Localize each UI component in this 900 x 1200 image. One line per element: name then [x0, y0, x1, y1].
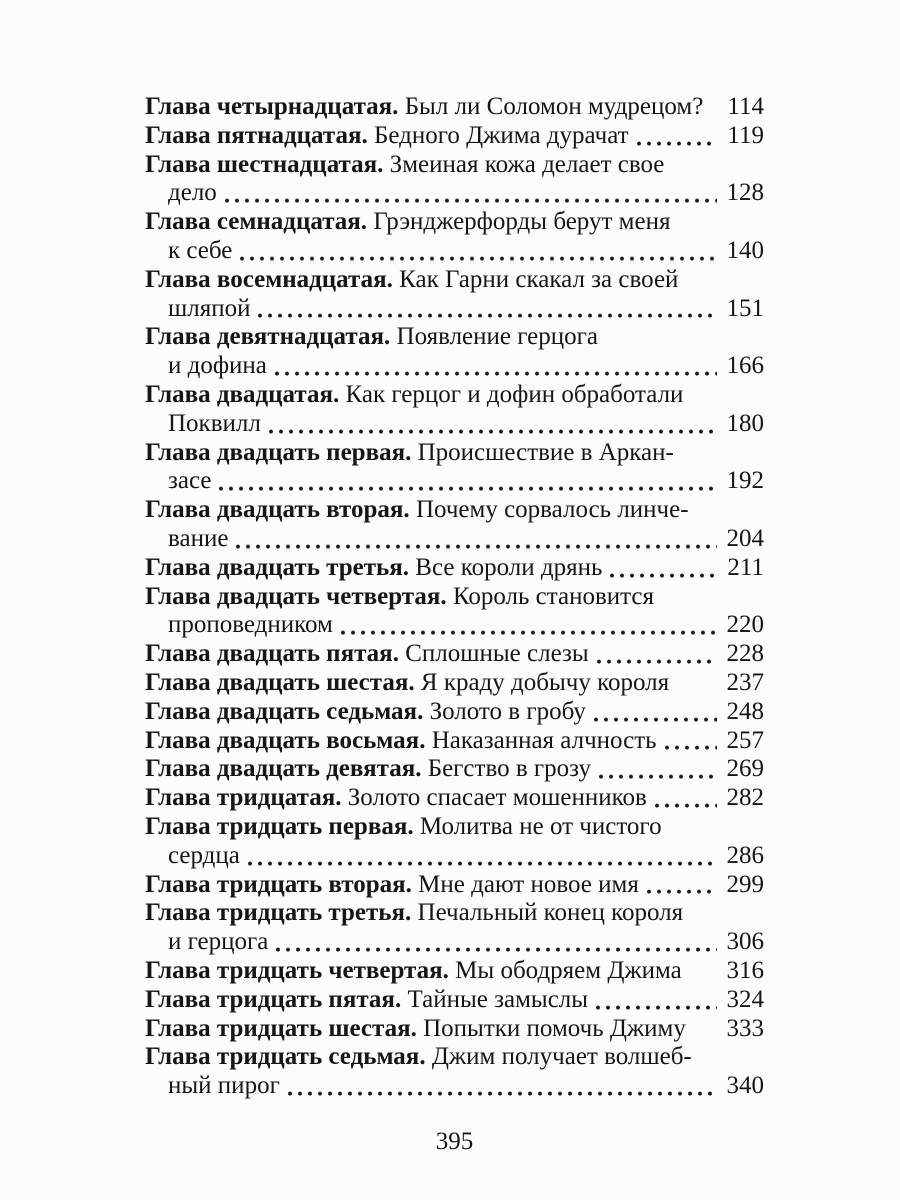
toc-entry — [145, 755, 764, 784]
toc-line — [145, 899, 764, 928]
toc-entry — [145, 698, 764, 727]
toc-entry — [145, 208, 764, 266]
chapter-title-text: Глава двадцать седьмая. Золото в гробу — [145, 697, 586, 725]
dot-leader — [596, 659, 717, 669]
chapter-page-number: 180 — [726, 409, 764, 437]
chapter-title-text: Глава двадцать шестая. Я краду добычу короля — [145, 668, 670, 696]
chapter-label: Глава двадцать пятая. — [145, 640, 399, 668]
chapter-page-number: 119 — [727, 121, 764, 149]
toc-line — [145, 266, 764, 295]
chapter-page-number: 166 — [726, 352, 764, 380]
toc-entry — [145, 93, 764, 122]
toc-line — [145, 208, 764, 237]
dot-leader — [235, 544, 716, 554]
chapter-page-number: 286 — [726, 841, 764, 869]
toc-entry — [145, 122, 764, 151]
chapter-label: Глава семнадцатая. — [145, 208, 368, 236]
chapter-label: Глава двадцать первая. — [145, 438, 412, 466]
chapter-title-text: Глава шестнадцатая. Змеиная кожа делает свое — [145, 150, 665, 178]
chapter-title-text: Глава четырнадцатая. Был ли Соломон мудрецом? — [145, 93, 704, 120]
chapter-label: Глава тридцать пятая. — [145, 985, 402, 1013]
chapter-label: Глава двадцать восьмая. — [145, 726, 426, 754]
chapter-title-text: ный пирог — [168, 1072, 280, 1100]
toc-entry — [145, 1043, 764, 1101]
folio-page-number: 395 — [435, 1128, 474, 1155]
toc-entry — [145, 323, 764, 381]
toc-entry — [145, 151, 764, 209]
chapter-label: Глава тридцать первая. — [145, 812, 414, 840]
toc-entry — [145, 727, 764, 756]
toc-entry — [145, 1015, 764, 1044]
toc-line — [145, 813, 764, 842]
toc-entry — [145, 669, 764, 698]
chapter-title-text: Глава двадцать третья. Все короли дрянь — [145, 553, 603, 581]
toc-line — [145, 1015, 764, 1044]
chapter-page-number: 192 — [726, 467, 764, 495]
chapter-label: Глава восемнадцатая. — [145, 265, 393, 293]
chapter-title-text: дело — [168, 179, 217, 207]
chapter-page-number: 269 — [726, 755, 764, 783]
chapter-title-text: Глава тридцать вторая. Мне дают новое имя — [145, 870, 639, 898]
toc-entry — [145, 986, 764, 1015]
chapter-title-text: и герцога — [168, 928, 269, 956]
toc-line — [145, 1043, 764, 1072]
chapter-label: Глава двадцатая. — [145, 380, 340, 408]
chapter-label: Глава тридцать шестая. — [145, 1014, 417, 1042]
chapter-title-text: сердца — [168, 841, 240, 869]
chapter-title-text: Глава тридцатая. Золото спасает мошенников — [145, 784, 647, 812]
dot-leader — [257, 313, 716, 323]
chapter-label: Глава девятнадцатая. — [145, 323, 391, 351]
chapter-label: Глава тридцать третья. — [145, 899, 412, 927]
toc-line — [145, 669, 764, 698]
toc-line — [145, 151, 764, 180]
dot-leader — [636, 141, 718, 151]
toc-entry — [145, 784, 764, 813]
chapter-title-text: Глава двадцать первая. Происшествие в Аркан- — [145, 438, 674, 466]
toc-line — [145, 928, 764, 957]
chapter-page-number: 114 — [727, 93, 764, 120]
chapter-title-text: Поквилл — [168, 409, 261, 437]
toc-line — [145, 122, 764, 151]
toc-line — [145, 179, 764, 208]
chapter-page-number: 299 — [726, 870, 764, 898]
toc-line — [145, 410, 764, 439]
toc-line — [145, 295, 764, 324]
chapter-page-number: 316 — [726, 956, 764, 984]
leader-gap — [693, 1033, 717, 1043]
chapter-label: Глава двадцать шестая. — [145, 668, 415, 696]
chapter-title-text: Глава двадцать девятая. Бегство в грозу — [145, 755, 591, 783]
chapter-label: Глава двадцать четвертая. — [145, 582, 447, 610]
toc-entry — [145, 583, 764, 641]
toc-line — [145, 1072, 764, 1101]
toc-line — [145, 496, 764, 525]
toc-line — [145, 323, 764, 352]
toc-line — [145, 727, 764, 756]
chapter-title-text: Глава тридцать пятая. Тайные замыслы — [145, 985, 589, 1013]
chapter-page-number: 140 — [726, 236, 764, 264]
chapter-title-text: Глава двадцать вторая. Почему сорвалось линче- — [145, 496, 689, 524]
chapter-page-number: 282 — [726, 784, 764, 812]
toc-line — [145, 842, 764, 871]
leader-gap — [689, 976, 717, 986]
toc-line — [145, 611, 764, 640]
dot-leader — [598, 774, 717, 784]
chapter-label: Глава шестнадцатая. — [145, 150, 384, 178]
chapter-title-text: Глава тридцать первая. Молитва не от чистого — [145, 812, 662, 840]
toc-entry — [145, 439, 764, 497]
toc-line — [145, 583, 764, 612]
toc-line — [145, 784, 764, 813]
chapter-title-text: Глава двадцать четвертая. Король становится — [145, 582, 654, 610]
dot-leader — [340, 630, 717, 640]
chapter-label: Глава двадцать девятая. — [145, 755, 422, 783]
toc-line — [145, 93, 764, 122]
toc-line — [145, 352, 764, 381]
dot-leader — [654, 803, 717, 813]
chapter-page-number: 151 — [726, 294, 764, 322]
chapter-label: Глава двадцать третья. — [145, 553, 410, 581]
chapter-page-number: 237 — [726, 668, 764, 696]
chapter-label: Глава тридцать четвертая. — [145, 956, 449, 984]
chapter-page-number: 306 — [726, 928, 764, 956]
toc-line — [145, 986, 764, 1015]
toc-line — [145, 698, 764, 727]
chapter-label: Глава двадцать вторая. — [145, 496, 410, 524]
chapter-label: Глава двадцать седьмая. — [145, 697, 424, 725]
dot-leader — [275, 947, 716, 957]
chapter-title-text: Глава двадцатая. Как герцог и дофин обработали — [145, 380, 684, 408]
chapter-title-text: проповедником — [168, 611, 333, 639]
chapter-title-text: Глава пятнадцатая. Бедного Джима дурачат — [145, 121, 629, 149]
toc-entry — [145, 381, 764, 439]
toc-entry — [145, 899, 764, 957]
toc-line — [145, 525, 764, 554]
chapter-title-text: Глава тридцать четвертая. Мы ободряем Джима — [145, 956, 682, 984]
chapter-page-number: 248 — [726, 697, 764, 725]
toc-line — [145, 237, 764, 266]
chapter-page-number: 204 — [726, 524, 764, 552]
toc-entry — [145, 266, 764, 324]
toc-entry — [145, 554, 764, 583]
toc-entry — [145, 813, 764, 871]
table-of-contents — [145, 93, 764, 1101]
chapter-page-number: 333 — [726, 1014, 764, 1042]
dot-leader — [274, 371, 717, 381]
chapter-page-number: 128 — [726, 179, 764, 207]
dot-leader — [287, 1091, 717, 1101]
toc-entry — [145, 871, 764, 900]
toc-entry — [145, 957, 764, 986]
chapter-page-number: 324 — [726, 985, 764, 1013]
dot-leader — [247, 861, 717, 871]
dot-leader — [239, 256, 716, 266]
toc-line — [145, 871, 764, 900]
chapter-label: Глава тридцать седьмая. — [145, 1043, 426, 1071]
toc-line — [145, 640, 764, 669]
toc-entry — [145, 640, 764, 669]
chapter-page-number: 228 — [726, 640, 764, 668]
dot-leader — [218, 486, 716, 496]
toc-entry — [145, 496, 764, 554]
chapter-title-text: Глава двадцать восьмая. Наказанная алчность — [145, 726, 657, 754]
chapter-page-number: 211 — [727, 553, 764, 581]
chapter-label: Глава тридцатая. — [145, 784, 342, 812]
dot-leader — [609, 573, 717, 583]
chapter-page-number: 340 — [726, 1072, 764, 1100]
chapter-title-text: Глава тридцать седьмая. Джим получает волшеб- — [145, 1043, 692, 1071]
toc-line — [145, 467, 764, 496]
chapter-title-text: Глава тридцать третья. Печальный конец короля — [145, 899, 684, 927]
dot-leader — [268, 429, 717, 439]
chapter-label: Глава тридцать вторая. — [145, 870, 412, 898]
chapter-page-number: 257 — [726, 726, 764, 754]
chapter-label: Глава четырнадцатая. — [145, 93, 399, 120]
toc-line — [145, 381, 764, 410]
chapter-title-text: вание — [168, 524, 229, 552]
chapter-page-number: 220 — [726, 611, 764, 639]
chapter-title-text: засе — [168, 467, 212, 495]
chapter-title-text: Глава тридцать шестая. Попытки помочь Джиму — [145, 1014, 686, 1042]
toc-line — [145, 439, 764, 468]
dot-leader — [595, 1005, 716, 1015]
dot-leader — [593, 717, 717, 727]
chapter-title-text: Глава семнадцатая. Грэнджерфорды берут меня — [145, 208, 671, 236]
chapter-label: Глава пятнадцатая. — [145, 121, 368, 149]
toc-line — [145, 957, 764, 986]
chapter-title-text: Глава двадцать пятая. Сплошные слезы — [145, 640, 589, 668]
chapter-title-text: Глава восемнадцатая. Как Гарни скакал за своей — [145, 265, 679, 293]
chapter-title-text: и дофина — [168, 352, 267, 380]
dot-leader — [224, 198, 717, 208]
dot-leader — [646, 889, 717, 899]
toc-line — [145, 554, 764, 583]
chapter-title-text: Глава девятнадцатая. Появление герцога — [145, 323, 598, 351]
leader-gap — [676, 688, 716, 698]
toc-line — [145, 755, 764, 784]
chapter-title-text: к себе — [168, 236, 233, 264]
chapter-title-text: шляпой — [168, 294, 251, 322]
leader-gap — [710, 112, 717, 122]
dot-leader — [664, 745, 717, 755]
